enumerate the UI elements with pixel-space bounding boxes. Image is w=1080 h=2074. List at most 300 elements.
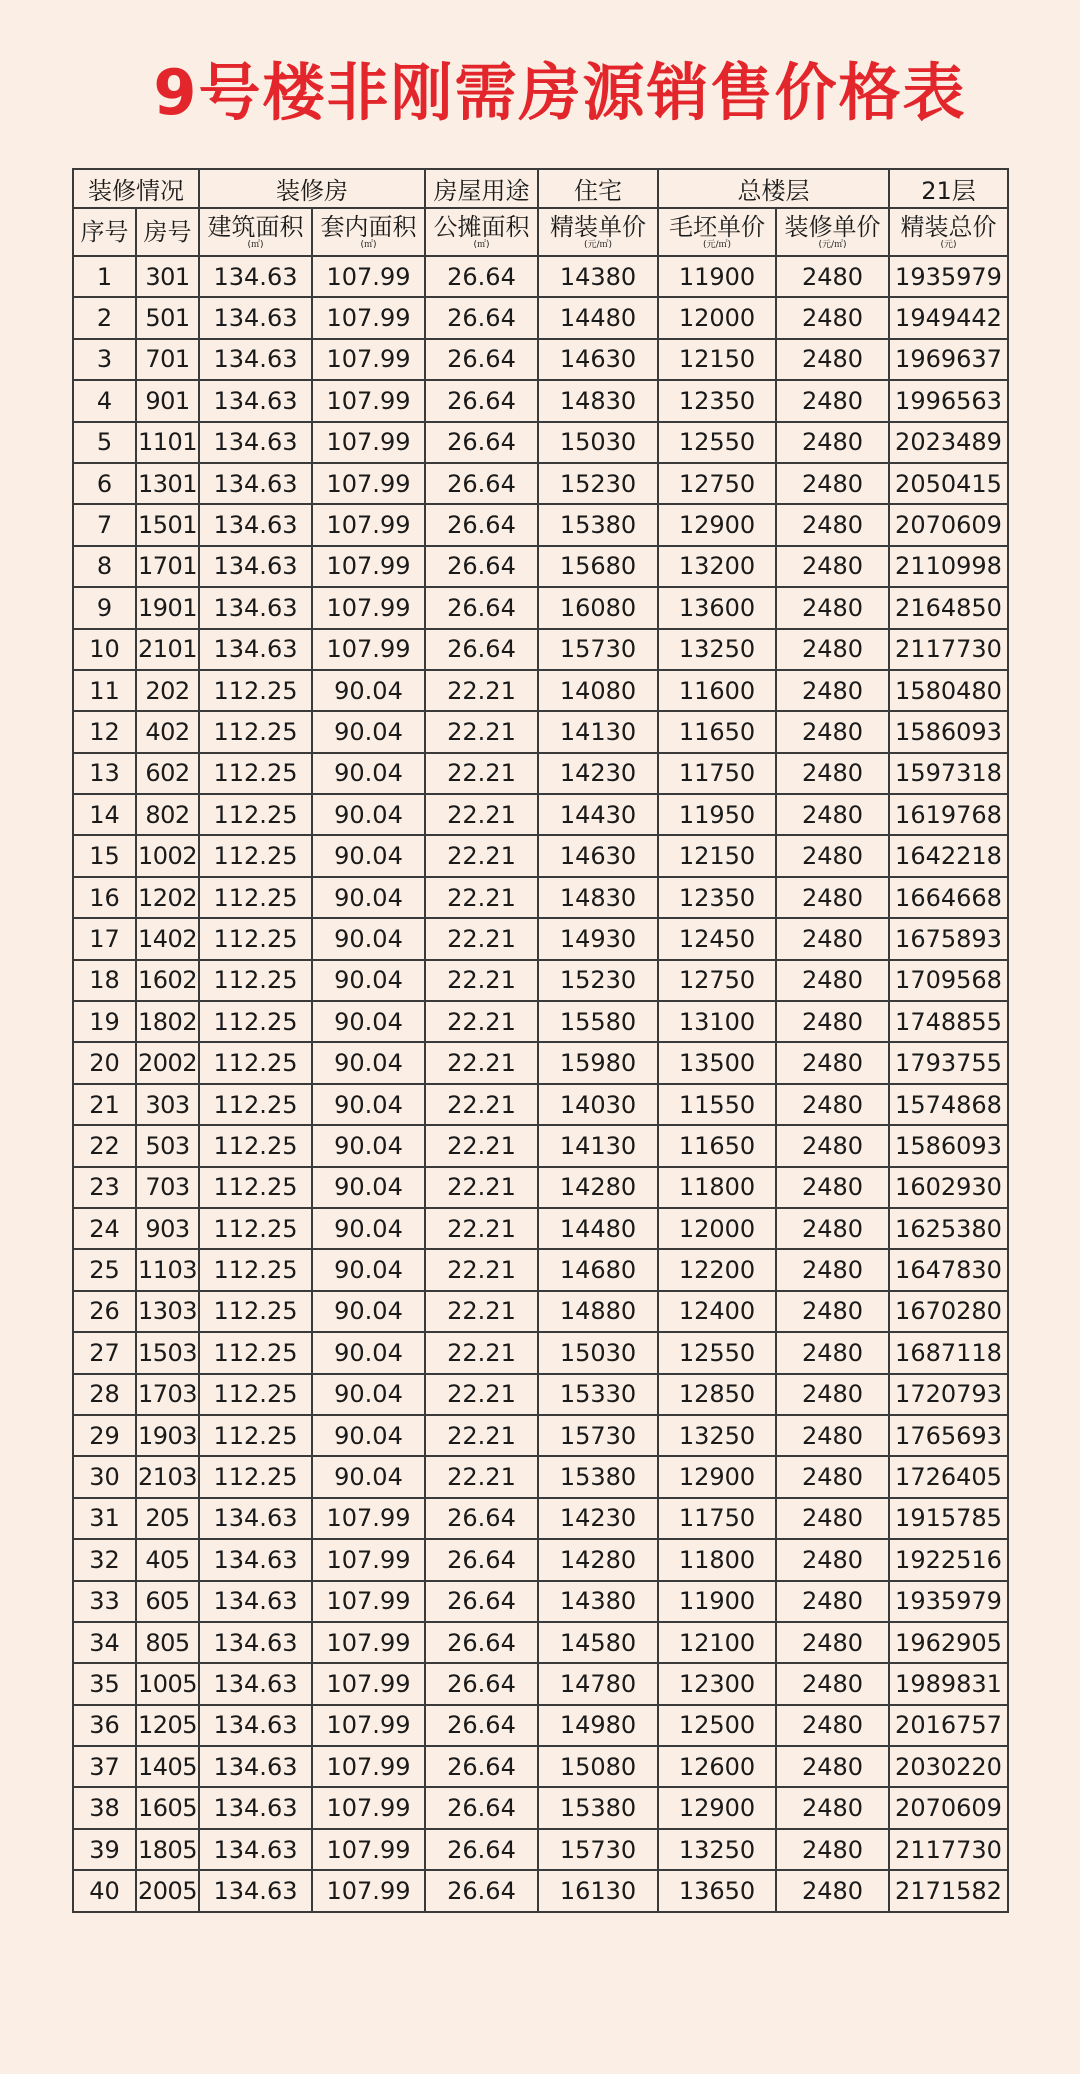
inner-area-cell: 107.99	[312, 1663, 425, 1704]
header-decoration-status: 装修情况	[73, 169, 199, 208]
inner-area-cell: 107.99	[312, 1870, 425, 1911]
header-decorated-house: 装修房	[199, 169, 425, 208]
shared-area-cell: 26.64	[425, 1498, 538, 1539]
seq-cell: 27	[73, 1332, 136, 1373]
build-area-cell: 112.25	[199, 1332, 312, 1373]
table-row	[73, 1829, 1008, 1870]
room-cell: 1202	[136, 877, 199, 918]
seq-cell: 10	[73, 629, 136, 670]
room-cell: 805	[136, 1622, 199, 1663]
build-area-cell: 134.63	[199, 1581, 312, 1622]
decor-price-cell: 2480	[776, 1705, 889, 1746]
finished-price-cell: 14480	[538, 297, 658, 338]
seq-cell: 1	[73, 256, 136, 297]
rough-price-cell: 12900	[658, 1456, 776, 1497]
room-cell: 1103	[136, 1249, 199, 1290]
build-area-cell: 112.25	[199, 1456, 312, 1497]
total-price-cell: 2117730	[889, 1829, 1008, 1870]
finished-price-cell: 14830	[538, 877, 658, 918]
table-row	[73, 1374, 1008, 1415]
total-price-cell: 1597318	[889, 753, 1008, 794]
total-price-cell: 1962905	[889, 1622, 1008, 1663]
table-row	[73, 1746, 1008, 1787]
decor-price-cell: 2480	[776, 256, 889, 297]
rough-price-cell: 13250	[658, 1415, 776, 1456]
decor-price-cell: 2480	[776, 1539, 889, 1580]
total-price-cell: 1949442	[889, 297, 1008, 338]
build-area-cell: 134.63	[199, 463, 312, 504]
shared-area-cell: 26.64	[425, 1663, 538, 1704]
decor-price-cell: 2480	[776, 960, 889, 1001]
shared-area-cell: 22.21	[425, 794, 538, 835]
build-area-cell: 112.25	[199, 794, 312, 835]
decor-price-cell: 2480	[776, 1870, 889, 1911]
inner-area-cell: 107.99	[312, 1498, 425, 1539]
finished-price-cell: 14280	[538, 1167, 658, 1208]
room-cell: 703	[136, 1167, 199, 1208]
finished-price-cell: 14830	[538, 380, 658, 421]
seq-cell: 2	[73, 297, 136, 338]
rough-price-cell: 11750	[658, 753, 776, 794]
build-area-cell: 134.63	[199, 1787, 312, 1828]
room-cell: 1602	[136, 960, 199, 1001]
shared-area-cell: 22.21	[425, 835, 538, 876]
header-usage-label: 房屋用途	[425, 169, 538, 208]
header-unit: (元/㎡)	[583, 239, 613, 250]
finished-price-cell: 16080	[538, 587, 658, 628]
build-area-cell: 134.63	[199, 1746, 312, 1787]
build-area-cell: 112.25	[199, 1001, 312, 1042]
inner-area-cell: 107.99	[312, 1746, 425, 1787]
rough-price-cell: 12900	[658, 1787, 776, 1828]
decor-price-cell: 2480	[776, 380, 889, 421]
build-area-cell: 134.63	[199, 546, 312, 587]
build-area-cell: 112.25	[199, 835, 312, 876]
total-price-cell: 1625380	[889, 1208, 1008, 1249]
table-row	[73, 1001, 1008, 1042]
inner-area-cell: 107.99	[312, 463, 425, 504]
header-label: 装修单价	[784, 212, 881, 241]
shared-area-cell: 26.64	[425, 297, 538, 338]
table-row	[73, 711, 1008, 752]
header-usage-value: 住宅	[538, 169, 658, 208]
shared-area-cell: 26.64	[425, 546, 538, 587]
shared-area-cell: 26.64	[425, 1829, 538, 1870]
finished-price-cell: 14130	[538, 711, 658, 752]
decor-price-cell: 2480	[776, 670, 889, 711]
table-row	[73, 1042, 1008, 1083]
total-price-cell: 2070609	[889, 504, 1008, 545]
seq-cell: 34	[73, 1622, 136, 1663]
shared-area-cell: 22.21	[425, 1415, 538, 1456]
shared-area-cell: 22.21	[425, 1042, 538, 1083]
total-price-cell: 1586093	[889, 711, 1008, 752]
decor-price-cell: 2480	[776, 1415, 889, 1456]
total-price-cell: 1602930	[889, 1167, 1008, 1208]
total-price-cell: 1670280	[889, 1291, 1008, 1332]
rough-price-cell: 12750	[658, 463, 776, 504]
finished-price-cell: 14230	[538, 1498, 658, 1539]
build-area-cell: 134.63	[199, 587, 312, 628]
total-price-cell: 2016757	[889, 1705, 1008, 1746]
finished-price-cell: 14380	[538, 1581, 658, 1622]
seq-cell: 8	[73, 546, 136, 587]
build-area-cell: 134.63	[199, 297, 312, 338]
seq-cell: 15	[73, 835, 136, 876]
total-price-cell: 1915785	[889, 1498, 1008, 1539]
inner-area-cell: 107.99	[312, 1539, 425, 1580]
rough-price-cell: 12000	[658, 297, 776, 338]
table-row	[73, 1663, 1008, 1704]
inner-area-cell: 90.04	[312, 1167, 425, 1208]
header-total-floors-value: 21层	[889, 169, 1008, 208]
shared-area-cell: 22.21	[425, 1374, 538, 1415]
build-area-cell: 112.25	[199, 1374, 312, 1415]
rough-price-cell: 11800	[658, 1539, 776, 1580]
build-area-cell: 112.25	[199, 1249, 312, 1290]
seq-cell: 40	[73, 1870, 136, 1911]
total-price-cell: 1935979	[889, 256, 1008, 297]
decor-price-cell: 2480	[776, 463, 889, 504]
room-header	[136, 208, 199, 256]
header-unit: (㎡)	[473, 239, 490, 250]
seq-cell: 5	[73, 422, 136, 463]
decor-price-cell: 2480	[776, 711, 889, 752]
inner-area-cell: 107.99	[312, 1705, 425, 1746]
seq-cell: 20	[73, 1042, 136, 1083]
inner-area-cell: 107.99	[312, 256, 425, 297]
decor-price-cell: 2480	[776, 794, 889, 835]
rough-price-header	[658, 208, 776, 256]
decor-price-cell: 2480	[776, 587, 889, 628]
inner-area-cell: 90.04	[312, 1125, 425, 1166]
build-area-cell: 134.63	[199, 1829, 312, 1870]
table-row	[73, 753, 1008, 794]
decor-price-cell: 2480	[776, 1787, 889, 1828]
total-price-cell: 2023489	[889, 422, 1008, 463]
decor-price-cell: 2480	[776, 1001, 889, 1042]
decor-price-cell: 2480	[776, 1622, 889, 1663]
table-row	[73, 794, 1008, 835]
build-area-cell: 134.63	[199, 504, 312, 545]
build-area-cell: 112.25	[199, 1291, 312, 1332]
room-cell: 501	[136, 297, 199, 338]
table-row	[73, 1539, 1008, 1580]
inner-area-header	[312, 208, 425, 256]
rough-price-cell: 12150	[658, 835, 776, 876]
build-area-cell: 112.25	[199, 1042, 312, 1083]
decor-price-cell: 2480	[776, 422, 889, 463]
room-cell: 303	[136, 1084, 199, 1125]
rough-price-cell: 11900	[658, 256, 776, 297]
inner-area-cell: 90.04	[312, 1374, 425, 1415]
shared-area-cell: 22.21	[425, 918, 538, 959]
seq-cell: 30	[73, 1456, 136, 1497]
build-area-cell: 134.63	[199, 1622, 312, 1663]
inner-area-cell: 90.04	[312, 918, 425, 959]
build-area-cell: 112.25	[199, 960, 312, 1001]
shared-area-cell: 22.21	[425, 1167, 538, 1208]
build-area-cell: 112.25	[199, 670, 312, 711]
seq-cell: 16	[73, 877, 136, 918]
rough-price-cell: 11800	[658, 1167, 776, 1208]
shared-area-cell: 22.21	[425, 960, 538, 1001]
table-row	[73, 1787, 1008, 1828]
total-price-cell: 2117730	[889, 629, 1008, 670]
room-cell: 1002	[136, 835, 199, 876]
finished-price-cell: 15230	[538, 463, 658, 504]
room-cell: 1205	[136, 1705, 199, 1746]
decor-price-cell: 2480	[776, 1042, 889, 1083]
decor-price-cell: 2480	[776, 1125, 889, 1166]
table-row	[73, 1870, 1008, 1911]
decor-price-cell: 2480	[776, 629, 889, 670]
total-price-cell: 1664668	[889, 877, 1008, 918]
room-cell: 1303	[136, 1291, 199, 1332]
room-cell: 2103	[136, 1456, 199, 1497]
table-row	[73, 670, 1008, 711]
total-price-cell: 1647830	[889, 1249, 1008, 1290]
header-label: 建筑面积	[207, 212, 304, 241]
shared-area-header	[425, 208, 538, 256]
decor-price-cell: 2480	[776, 1208, 889, 1249]
finished-price-cell: 14630	[538, 339, 658, 380]
seq-cell: 9	[73, 587, 136, 628]
seq-cell: 22	[73, 1125, 136, 1166]
finished-price-cell: 15580	[538, 1001, 658, 1042]
inner-area-cell: 90.04	[312, 960, 425, 1001]
rough-price-cell: 13250	[658, 1829, 776, 1870]
finished-price-cell: 15080	[538, 1746, 658, 1787]
room-cell: 202	[136, 670, 199, 711]
total-price-cell: 1574868	[889, 1084, 1008, 1125]
seq-cell: 35	[73, 1663, 136, 1704]
total-price-cell: 1989831	[889, 1663, 1008, 1704]
build-area-cell: 134.63	[199, 629, 312, 670]
rough-price-cell: 11600	[658, 670, 776, 711]
decor-price-cell: 2480	[776, 1374, 889, 1415]
rough-price-cell: 11550	[658, 1084, 776, 1125]
decor-price-cell: 2480	[776, 1663, 889, 1704]
table-row	[73, 546, 1008, 587]
rough-price-cell: 13500	[658, 1042, 776, 1083]
room-cell: 2101	[136, 629, 199, 670]
total-price-cell: 1996563	[889, 380, 1008, 421]
seq-cell: 7	[73, 504, 136, 545]
build-area-cell: 112.25	[199, 918, 312, 959]
inner-area-cell: 90.04	[312, 1042, 425, 1083]
shared-area-cell: 26.64	[425, 1870, 538, 1911]
shared-area-cell: 26.64	[425, 587, 538, 628]
inner-area-cell: 90.04	[312, 670, 425, 711]
inner-area-cell: 90.04	[312, 1291, 425, 1332]
decor-price-cell: 2480	[776, 1291, 889, 1332]
room-cell: 1901	[136, 587, 199, 628]
seq-cell: 32	[73, 1539, 136, 1580]
table-row	[73, 1456, 1008, 1497]
shared-area-cell: 26.64	[425, 1581, 538, 1622]
build-area-cell: 112.25	[199, 877, 312, 918]
build-area-cell: 112.25	[199, 753, 312, 794]
rough-price-cell: 12000	[658, 1208, 776, 1249]
decor-price-cell: 2480	[776, 1581, 889, 1622]
inner-area-cell: 107.99	[312, 504, 425, 545]
table-row	[73, 877, 1008, 918]
seq-cell: 23	[73, 1167, 136, 1208]
rough-price-cell: 12350	[658, 380, 776, 421]
room-cell: 1301	[136, 463, 199, 504]
inner-area-cell: 90.04	[312, 1084, 425, 1125]
room-cell: 1405	[136, 1746, 199, 1787]
room-cell: 602	[136, 753, 199, 794]
header-label: 套内面积	[320, 212, 417, 241]
finished-price-cell: 14880	[538, 1291, 658, 1332]
decor-price-cell: 2480	[776, 1249, 889, 1290]
table-row	[73, 587, 1008, 628]
total-price-cell: 1748855	[889, 1001, 1008, 1042]
room-cell: 802	[136, 794, 199, 835]
header-row-1	[73, 169, 1008, 208]
room-cell: 901	[136, 380, 199, 421]
rough-price-cell: 13100	[658, 1001, 776, 1042]
shared-area-cell: 26.64	[425, 339, 538, 380]
shared-area-cell: 26.64	[425, 256, 538, 297]
decor-price-cell: 2480	[776, 339, 889, 380]
finished-price-cell: 15980	[538, 1042, 658, 1083]
table-row	[73, 256, 1008, 297]
finished-price-cell: 14680	[538, 1249, 658, 1290]
total-price-cell: 1642218	[889, 835, 1008, 876]
build-area-cell: 112.25	[199, 1084, 312, 1125]
finished-price-cell: 16130	[538, 1870, 658, 1911]
shared-area-cell: 22.21	[425, 1291, 538, 1332]
total-price-cell: 1709568	[889, 960, 1008, 1001]
decor-price-cell: 2480	[776, 1746, 889, 1787]
seq-cell: 13	[73, 753, 136, 794]
total-price-cell: 2110998	[889, 546, 1008, 587]
total-price-cell: 1720793	[889, 1374, 1008, 1415]
room-cell: 503	[136, 1125, 199, 1166]
inner-area-cell: 107.99	[312, 297, 425, 338]
rough-price-cell: 12850	[658, 1374, 776, 1415]
finished-price-cell: 14280	[538, 1539, 658, 1580]
shared-area-cell: 22.21	[425, 1332, 538, 1373]
finished-price-cell: 14030	[538, 1084, 658, 1125]
room-cell: 903	[136, 1208, 199, 1249]
build-area-cell: 112.25	[199, 1125, 312, 1166]
total-price-cell: 1675893	[889, 918, 1008, 959]
rough-price-cell: 12400	[658, 1291, 776, 1332]
shared-area-cell: 26.64	[425, 1622, 538, 1663]
decor-price-cell: 2480	[776, 918, 889, 959]
finished-price-cell: 15730	[538, 1415, 658, 1456]
rough-price-cell: 11950	[658, 794, 776, 835]
rough-price-cell: 12750	[658, 960, 776, 1001]
room-cell: 1701	[136, 546, 199, 587]
shared-area-cell: 22.21	[425, 670, 538, 711]
header-label: 公摊面积	[433, 212, 530, 241]
finished-price-cell: 14580	[538, 1622, 658, 1663]
table-row	[73, 1249, 1008, 1290]
seq-cell: 12	[73, 711, 136, 752]
shared-area-cell: 22.21	[425, 711, 538, 752]
table-row	[73, 1415, 1008, 1456]
seq-cell: 24	[73, 1208, 136, 1249]
table-row	[73, 960, 1008, 1001]
total-price-cell: 2164850	[889, 587, 1008, 628]
room-cell: 1503	[136, 1332, 199, 1373]
total-price-cell: 2030220	[889, 1746, 1008, 1787]
seq-cell: 29	[73, 1415, 136, 1456]
total-price-cell: 2050415	[889, 463, 1008, 504]
build-area-cell: 112.25	[199, 711, 312, 752]
seq-cell: 4	[73, 380, 136, 421]
room-cell: 1805	[136, 1829, 199, 1870]
build-area-cell: 134.63	[199, 1663, 312, 1704]
table-row	[73, 1622, 1008, 1663]
table-row	[73, 504, 1008, 545]
build-area-header	[199, 208, 312, 256]
table-row	[73, 1332, 1008, 1373]
shared-area-cell: 26.64	[425, 629, 538, 670]
seq-cell: 21	[73, 1084, 136, 1125]
finished-price-cell: 14980	[538, 1705, 658, 1746]
page-title: 9号楼非刚需房源销售价格表	[153, 56, 967, 129]
build-area-cell: 134.63	[199, 380, 312, 421]
decor-price-cell: 2480	[776, 1829, 889, 1870]
finished-price-cell: 15380	[538, 1787, 658, 1828]
rough-price-cell: 12550	[658, 1332, 776, 1373]
table-row	[73, 1084, 1008, 1125]
inner-area-cell: 90.04	[312, 1456, 425, 1497]
shared-area-cell: 26.64	[425, 1787, 538, 1828]
rough-price-cell: 11650	[658, 711, 776, 752]
build-area-cell: 134.63	[199, 1870, 312, 1911]
decor-price-cell: 2480	[776, 504, 889, 545]
finished-price-cell: 15030	[538, 1332, 658, 1373]
total-price-cell: 1619768	[889, 794, 1008, 835]
build-area-cell: 134.63	[199, 422, 312, 463]
room-cell: 1501	[136, 504, 199, 545]
room-cell: 605	[136, 1581, 199, 1622]
decor-price-cell: 2480	[776, 546, 889, 587]
seq-cell: 36	[73, 1705, 136, 1746]
room-cell: 701	[136, 339, 199, 380]
rough-price-cell: 11750	[658, 1498, 776, 1539]
finished-price-cell: 15730	[538, 1829, 658, 1870]
room-cell: 1402	[136, 918, 199, 959]
total-price-cell: 1586093	[889, 1125, 1008, 1166]
shared-area-cell: 22.21	[425, 1084, 538, 1125]
table-row	[73, 339, 1008, 380]
shared-area-cell: 22.21	[425, 1456, 538, 1497]
header-total-floors-label: 总楼层	[658, 169, 889, 208]
decor-price-cell: 2480	[776, 297, 889, 338]
finished-price-cell: 14230	[538, 753, 658, 794]
shared-area-cell: 26.64	[425, 1539, 538, 1580]
table-row	[73, 1167, 1008, 1208]
seq-cell: 28	[73, 1374, 136, 1415]
inner-area-cell: 90.04	[312, 711, 425, 752]
finished-price-cell: 15380	[538, 504, 658, 545]
inner-area-cell: 90.04	[312, 835, 425, 876]
header-unit: (㎡)	[247, 239, 264, 250]
seq-cell: 11	[73, 670, 136, 711]
shared-area-cell: 22.21	[425, 877, 538, 918]
build-area-cell: 134.63	[199, 1498, 312, 1539]
total-price-header	[889, 208, 1008, 256]
room-cell: 205	[136, 1498, 199, 1539]
